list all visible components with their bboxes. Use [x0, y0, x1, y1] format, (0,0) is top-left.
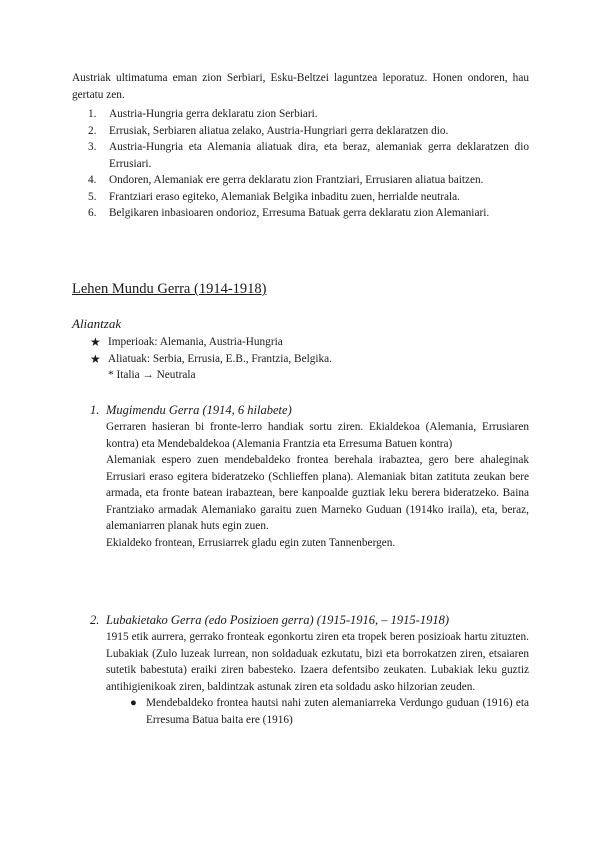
section-body — [72, 419, 529, 551]
list-item — [130, 695, 529, 728]
alliances-list — [90, 334, 332, 384]
list-number: 4. — [88, 174, 97, 186]
list-item — [90, 351, 332, 368]
section-body: 1915 etik aurrera, gerrako fronteak egonkortu ziren eta tropek beren posizioak hartu zituzten. Lubakiak (Zulo luzeak lurrean, non soldaduak ezkutatu, bizi eta borrokatzen ziren, etsaiaren sutetik babestuta) eraiki ziren babesteko. Izaera defentsibo zeukaten. Lubakiak leku guztiz antihigienikoak ziren, baldintzak astunak ziren eta soldadu asko hilzorian zeuden. — [106, 631, 529, 693]
list-item — [72, 139, 529, 172]
section-lubakietako — [72, 612, 529, 728]
alliances-title: Aliantzak — [72, 316, 122, 331]
section-title-text: Mugimendu Gerra (1914, 6 hilabete) — [106, 403, 292, 417]
section-mugimendu — [72, 402, 529, 551]
events-list — [72, 106, 529, 222]
section-title — [72, 402, 529, 419]
list-item-text: Errusiak, Serbiaren aliatua zelako, Austria-Hungriari gerra deklaratzen dio. — [109, 124, 449, 137]
alliance-note: * Italia → Neutrala — [108, 369, 196, 381]
section-number: 1. — [90, 403, 100, 417]
list-item — [72, 123, 529, 140]
star-icon: ★ — [90, 335, 101, 349]
section-number: 2. — [90, 613, 100, 627]
list-number: 6. — [88, 207, 97, 219]
list-item-text: Frantziari eraso egiteko, Alemaniak Belgika inbaditu zuen, herrialde neutrala. — [109, 190, 461, 203]
list-item — [72, 106, 529, 123]
intro-paragraph: Austriak ultimatuma eman zion Serbiari, Esku-Beltzei laguntzea leporatuz. Honen ondoren, hau gertatu zen. — [72, 72, 529, 101]
bullet-text: Mendebaldeko frontea hautsi nahi zuten alemaniarreka Verdungo guduan (1916) eta Erresuma Batua baita ere (1916) — [146, 697, 529, 726]
list-number: 5. — [88, 190, 97, 203]
list-item-text: Ondoren, Alemaniak ere gerra deklaratu zion Frantziari, Errusiaren aliatua baitzen. — [109, 174, 484, 186]
list-item — [72, 205, 529, 222]
star-icon: ★ — [90, 351, 101, 366]
alliance-text: Imperioak: Alemania, Austria-Hungria — [108, 336, 283, 348]
section-heading: Lehen Mundu Gerra (1914-1918) — [72, 281, 267, 297]
paragraph: Gerraren hasieran bi fronte-lerro handiak sortu ziren. Ekialdekoa (Alemania, Errusiaren kontra) eta Mendebaldekoa (Alemania Frantzia eta Erresuma Batuen kontra) — [106, 421, 529, 450]
list-number: 1. — [88, 108, 97, 120]
list-number: 3. — [88, 141, 97, 153]
list-item — [72, 172, 529, 189]
alliance-text: Aliatuak: Serbia, Errusia, E.B., Frantzia, Belgika. — [108, 352, 332, 365]
bullet-list — [72, 695, 529, 728]
bullet-dot-icon: ● — [130, 697, 137, 709]
list-number: 2. — [88, 124, 97, 137]
list-item-text: Austria-Hungria gerra deklaratu zion Serbiari. — [109, 108, 318, 120]
list-item-text: Austria-Hungria eta Alemania aliatuak dira, eta beraz, alemaniak gerra deklaratzen dio Errusiari. — [109, 141, 529, 170]
section-title — [72, 612, 529, 629]
list-item — [90, 334, 332, 351]
paragraph: Alemaniak espero zuen mendebaldeko frontea berehala irabaztea, gero bere ahaleginak Errusiari eraso egitera bideratzeko (Schlieffen plana). Alemaniak bitan zatituta zeukan bere armada, eta fronte batean irabaztean, bere kanpoalde guztiak leku berera bideratzeko. Baina Frantziako armadak Alemaniako garaitu zuen Marneko Guduan (1914ko iraila), eta, beraz, alemaniarren planak huts egin zuen. — [106, 454, 529, 532]
section-title-text: Lubakietako Gerra (edo Posizioen gerra) (1915-1916, – 1915-1918) — [106, 613, 450, 627]
paragraph: Ekialdeko frontean, Errusiarrek gladu egin zuten Tannenbergen. — [106, 536, 396, 549]
list-item — [72, 189, 529, 206]
list-item-text: Belgikaren inbasioaren ondorioz, Erresuma Batuak gerra deklaratu zion Alemaniari. — [109, 207, 490, 219]
